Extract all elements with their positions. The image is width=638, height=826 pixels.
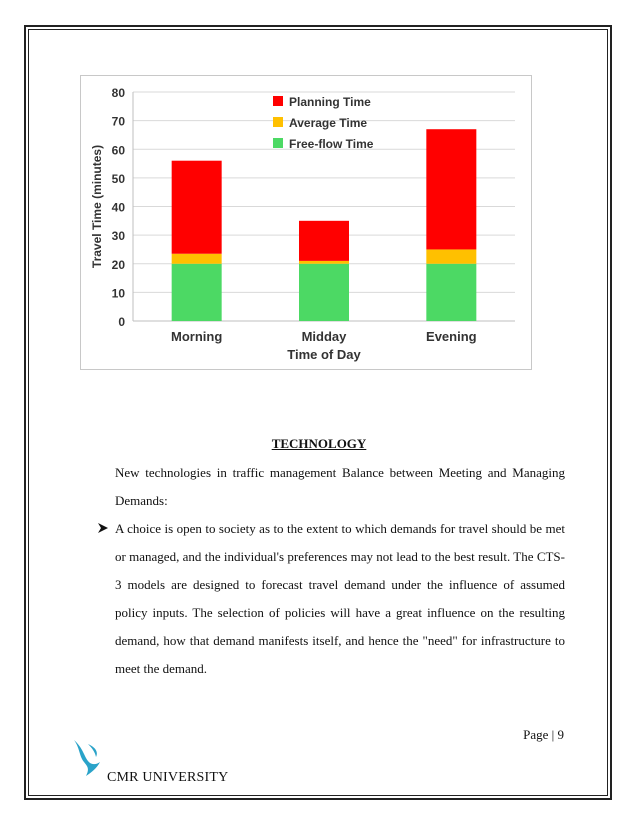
bar-segment [172, 254, 222, 264]
bar-segment [426, 129, 476, 249]
arrow-bullet-icon [97, 522, 109, 534]
legend-swatch [273, 138, 283, 148]
x-axis-title: Time of Day [287, 347, 361, 362]
bar-segment [172, 161, 222, 254]
bar-segment [426, 264, 476, 321]
legend-label: Planning Time [289, 95, 371, 109]
legend-label: Free-flow Time [289, 137, 374, 151]
legend-swatch [273, 96, 283, 106]
y-tick-label: 0 [118, 315, 125, 329]
y-tick-label: 10 [111, 286, 125, 301]
bar-segment [299, 261, 349, 264]
bar-segment [426, 249, 476, 263]
x-tick-label: Evening [426, 329, 477, 344]
y-tick-label: 80 [111, 86, 125, 100]
university-name: CMR UNIVERSITY [107, 770, 229, 785]
y-tick-label: 30 [111, 229, 125, 244]
bar-segment [299, 221, 349, 261]
bullet-text: A choice is open to society as to the extent to which demands for travel should be met or managed, and the individual's preferences may not lead to the best result. The CTS-3 models are designed to forecast travel demand under the influence of assumed policy inputs. The selection of policies will have a great influence on the resulting demand, how that demand manifests itself, and hence the "need" for infrastructure to meet the demand. [115, 521, 565, 676]
y-tick-label: 60 [111, 143, 125, 158]
legend-swatch [273, 117, 283, 127]
y-tick-label: 20 [111, 257, 125, 272]
section-title: TECHNOLOGY [271, 436, 367, 451]
bar-segment [299, 264, 349, 321]
legend-label: Average Time [289, 116, 368, 130]
y-tick-label: 50 [111, 171, 125, 186]
university-logo-icon [70, 738, 104, 782]
y-tick-label: 70 [111, 114, 125, 129]
travel-time-chart [80, 75, 532, 370]
x-tick-label: Midday [301, 329, 347, 344]
y-axis-title: Travel Time (minutes) [90, 144, 104, 269]
chart-canvas [81, 76, 531, 369]
bullet-item [97, 515, 565, 683]
bar-segment [172, 264, 222, 321]
intro-paragraph: New technologies in traffic management Balance between Meeting and Managing Demands: [115, 465, 565, 508]
page-number: Page | 9 [523, 727, 564, 742]
y-tick-label: 40 [111, 200, 125, 215]
x-tick-label: Morning [171, 329, 223, 344]
